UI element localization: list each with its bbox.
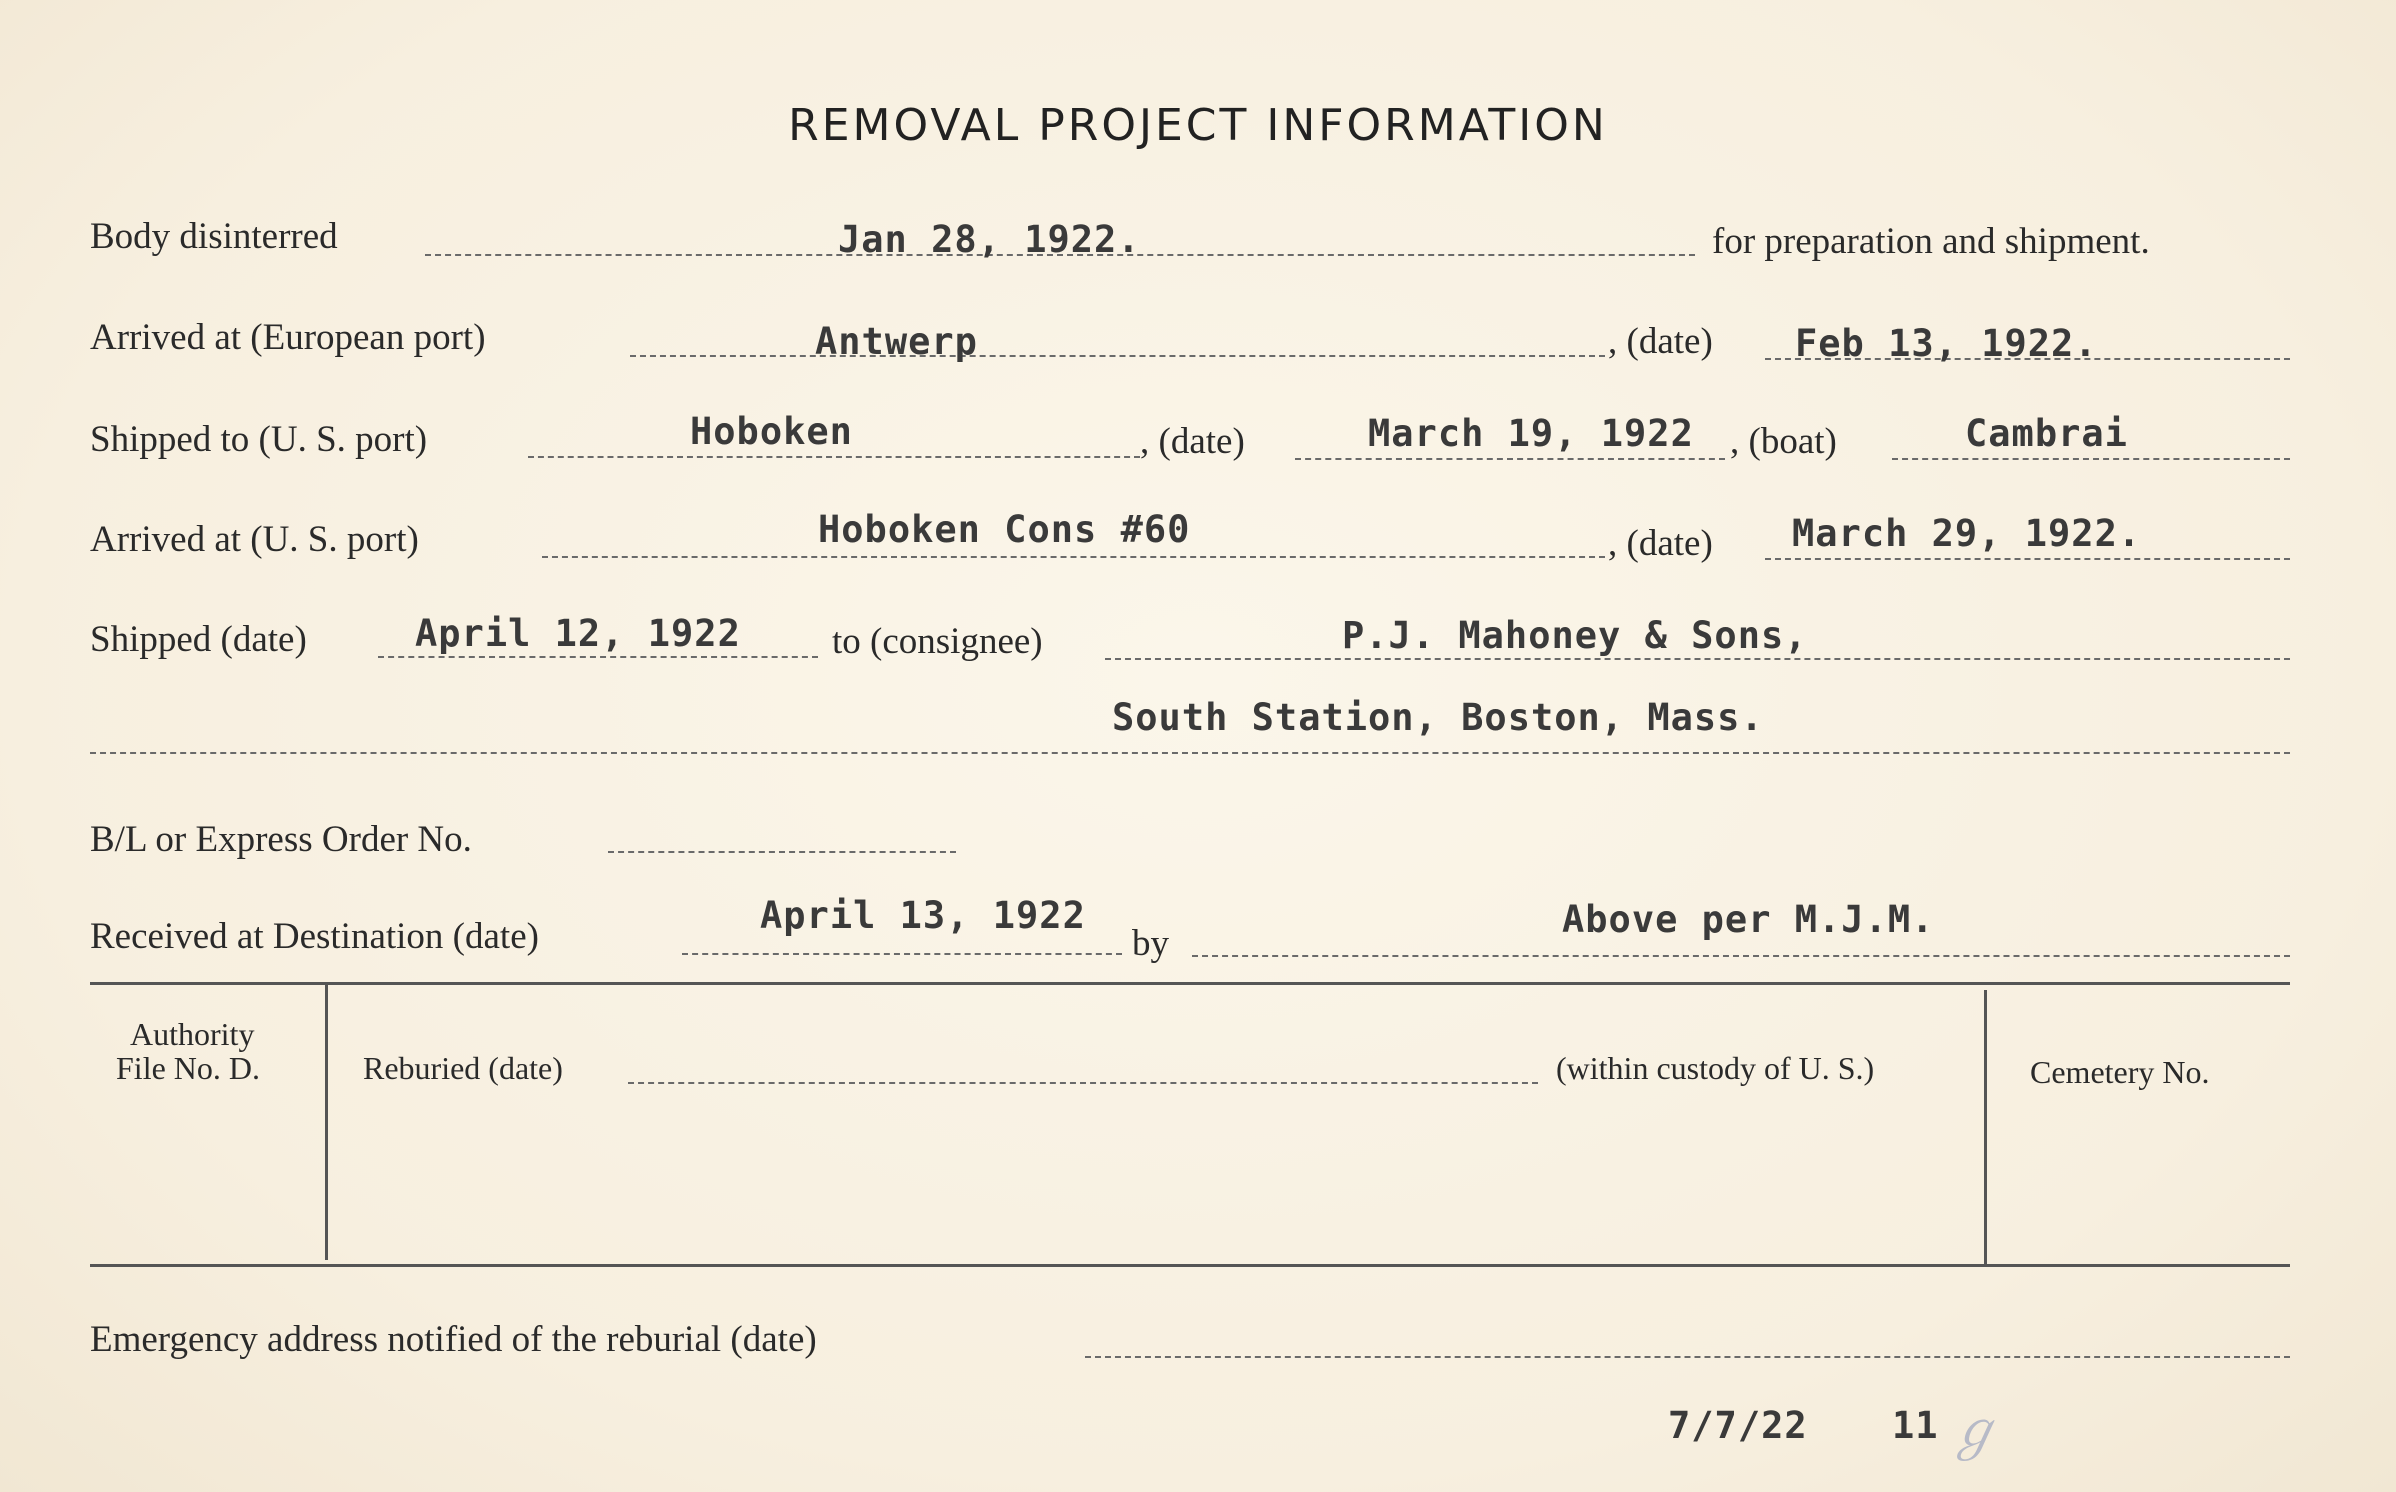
shipped-us-boat-label: , (boat)	[1730, 421, 1837, 462]
emergency-line	[1085, 1356, 2290, 1358]
shipped-us-label: Shipped to (U. S. port)	[90, 419, 428, 460]
received-label: Received at Destination (date)	[90, 916, 539, 957]
shipped-us-boat: Cambrai	[1965, 412, 2128, 455]
arrived-european-label: Arrived at (European port)	[90, 317, 486, 358]
footer-date: 7/7/22	[1668, 1404, 1808, 1447]
box-left-divider	[325, 985, 328, 1260]
received-date: April 13, 1922	[760, 894, 1086, 937]
arrived-european-port: Antwerp	[815, 320, 978, 363]
arrived-us-date-line	[1765, 558, 2290, 560]
received-by-label: by	[1132, 923, 1169, 964]
cemetery-label: Cemetery No.	[2030, 1054, 2210, 1090]
reburied-line	[628, 1082, 1538, 1084]
consignee-value: P.J. Mahoney & Sons,	[1342, 614, 1808, 657]
arrived-us-date-label: , (date)	[1608, 523, 1713, 564]
consignee-line	[1105, 658, 2290, 660]
body-disinterred-value: Jan 28, 1922.	[838, 218, 1141, 261]
reburied-label: Reburied (date)	[363, 1050, 563, 1086]
consignee-address: South Station, Boston, Mass.	[1112, 696, 1764, 739]
shipped-us-date-line	[1295, 458, 1725, 460]
arrived-european-date: Feb 13, 1922.	[1795, 322, 2098, 365]
authority-label-line1: Authority	[130, 1016, 255, 1052]
custody-label: (within custody of U. S.)	[1556, 1050, 1875, 1086]
arrived-european-date-label: , (date)	[1608, 321, 1713, 362]
body-disinterred-suffix: for preparation and shipment.	[1712, 221, 2150, 262]
arrived-us-line	[542, 556, 1605, 558]
arrived-us-port: Hoboken Cons #60	[818, 508, 1191, 551]
arrived-us-label: Arrived at (U. S. port)	[90, 519, 419, 560]
shipped-date-label: Shipped (date)	[90, 619, 307, 660]
bl-label: B/L or Express Order No.	[90, 819, 472, 860]
address-line	[90, 752, 2290, 754]
consignee-label: to (consignee)	[832, 621, 1043, 662]
box-right-divider	[1984, 990, 1987, 1265]
authority-label-line2: File No. D.	[116, 1050, 260, 1086]
box-bottom-rule	[90, 1264, 2290, 1267]
shipped-date-line	[378, 656, 818, 658]
arrived-us-date: March 29, 1922.	[1792, 512, 2142, 555]
shipped-us-date: March 19, 1922	[1368, 412, 1694, 455]
body-disinterred-label: Body disinterred	[90, 216, 338, 257]
received-by-line	[1192, 955, 2290, 957]
shipped-us-port: Hoboken	[690, 410, 853, 453]
emergency-label: Emergency address notified of the reburial (date)	[90, 1319, 817, 1360]
arrived-european-line	[630, 355, 1605, 357]
shipped-us-boat-line	[1892, 458, 2290, 460]
bl-line	[608, 851, 956, 853]
received-by-value: Above per M.J.M.	[1562, 898, 1935, 941]
received-line	[682, 953, 1122, 955]
footer-handwritten-mark: ℊ	[1948, 1401, 2001, 1461]
footer-initials: 11	[1892, 1404, 1939, 1447]
card-title: REMOVAL PROJECT INFORMATION	[788, 100, 1608, 151]
shipped-us-port-line	[528, 456, 1140, 458]
box-top-rule	[90, 982, 2290, 985]
shipped-date-value: April 12, 1922	[415, 612, 741, 655]
shipped-us-date-label: , (date)	[1140, 421, 1245, 462]
